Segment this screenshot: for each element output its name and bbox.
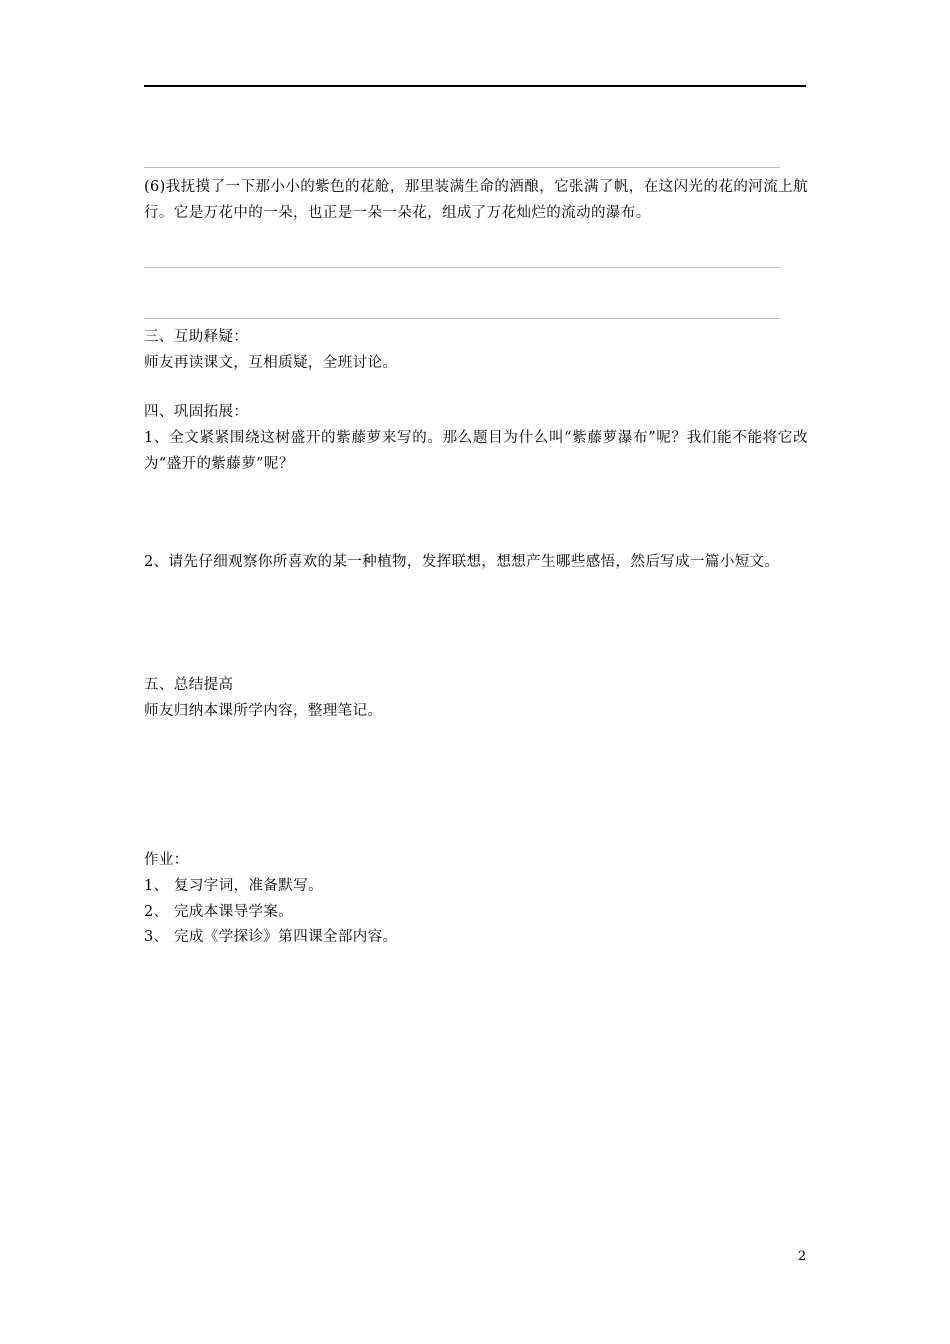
homework-item-number: 1、 (144, 878, 169, 894)
homework-item (144, 927, 398, 947)
section-4-question-2: 2、请先仔细观察你所喜欢的某一种植物，发挥联想，想想产生哪些感悟，然后写成一篇小短文。 (144, 554, 780, 570)
section-5-heading: 五、总结提高 (144, 677, 234, 693)
homework-item (144, 876, 323, 896)
passage-paragraph-6: (6)我抚摸了一下那小小的紫色的花舱，那里装满生命的酒酿，它张满了帆，在这闪光的花的河流上航行。它是万花中的一朵，也正是一朵一朵花，组成了万花灿烂的流动的瀑布。 (144, 179, 808, 221)
section-4-question-1: 1、全文紧紧围绕这树盛开的紫藤萝来写的。那么题目为什么叫“紫藤萝瀑布”呢？我们能不能将它改为“盛开的紫藤萝”呢？ (144, 430, 808, 472)
homework-item (144, 902, 293, 922)
section-3-text: 师友再读课文，互相质疑，全班讨论。 (144, 355, 398, 371)
answer-line (144, 267, 780, 268)
section-3-heading: 三、互助释疑： (144, 329, 249, 345)
header-rule (144, 85, 806, 87)
homework-item-number: 3、 (144, 929, 169, 945)
section-4-heading: 四、巩固拓展： (144, 404, 249, 420)
homework-item-text: 完成《学探诊》第四课全部内容。 (174, 929, 398, 945)
homework-item-number: 2、 (144, 904, 169, 920)
section-5-text: 师友归纳本课所学内容，整理笔记。 (144, 703, 383, 719)
homework-heading: 作业： (144, 852, 189, 868)
homework-item-text: 复习字词，准备默写。 (174, 878, 323, 894)
answer-line (144, 167, 780, 168)
page-number: 2 (798, 1249, 807, 1264)
answer-line (144, 318, 780, 319)
homework-item-text: 完成本课导学案。 (174, 904, 294, 920)
